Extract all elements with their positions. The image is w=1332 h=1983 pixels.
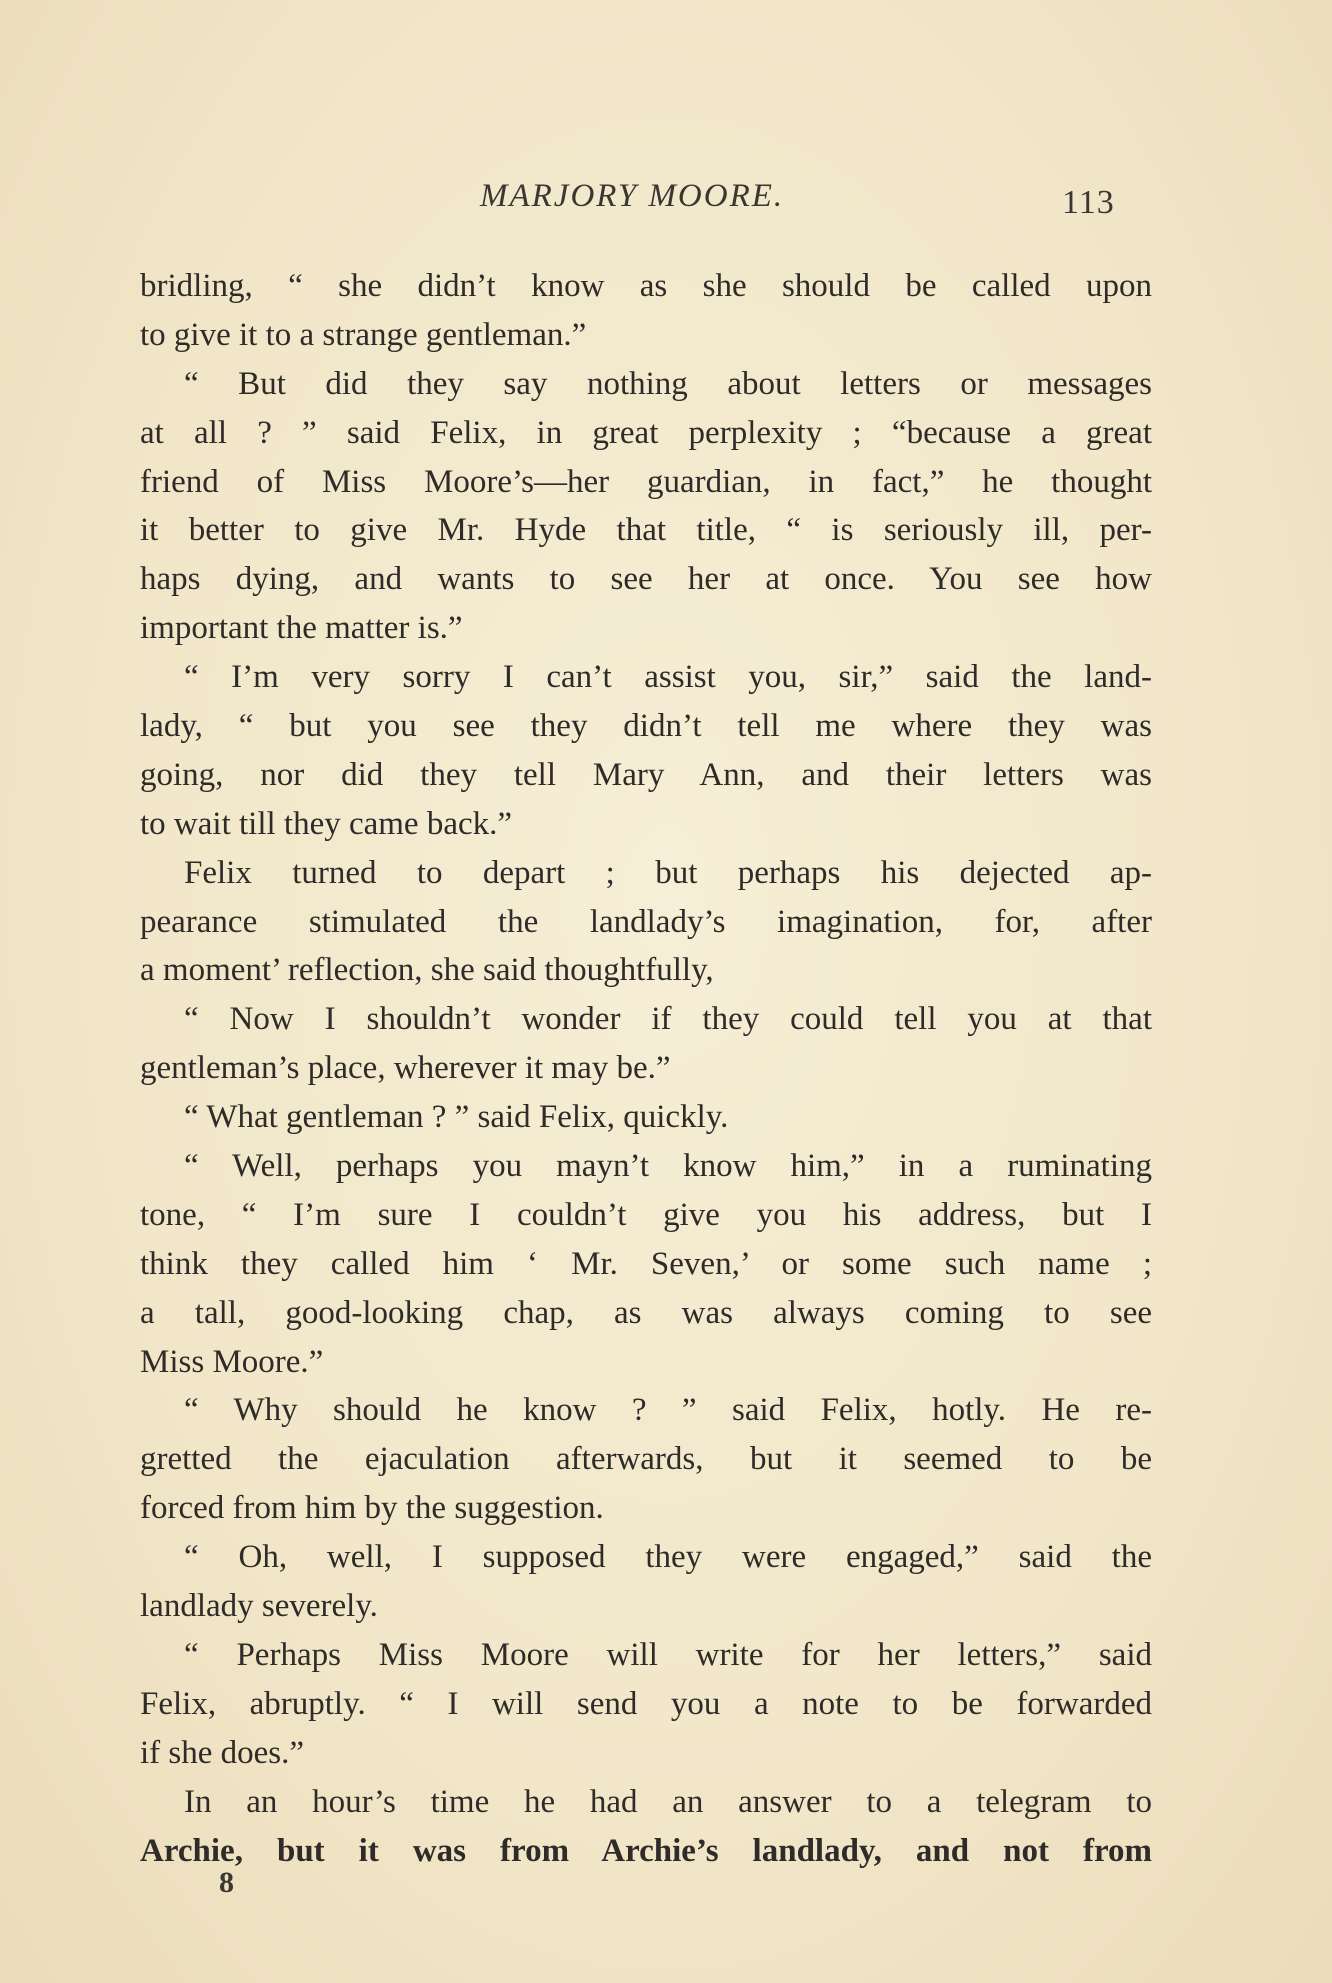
text-line: at all ? ” said Felix, in great perplexity ; “because a great — [140, 414, 1152, 451]
text-line: going, nor did they tell Mary Ann, and their letters was — [140, 756, 1152, 793]
body-text — [140, 262, 1152, 1875]
text-line: “ But did they say nothing about letters or messages — [184, 365, 1152, 402]
text-line: “ What gentleman ? ” said Felix, quickly. — [184, 1099, 729, 1136]
text-line: haps dying, and wants to see her at once. You see how — [140, 561, 1152, 598]
text-line: a tall, good-looking chap, as was always coming to see — [140, 1294, 1152, 1331]
text-line: if she does.” — [140, 1734, 305, 1771]
text-line: gentleman’s place, wherever it may be.” — [140, 1050, 671, 1087]
text-line: In an hour’s time he had an answer to a telegram to — [184, 1783, 1152, 1820]
text-line: “ Well, perhaps you mayn’t know him,” in a ruminating — [184, 1148, 1152, 1185]
text-line: gretted the ejaculation afterwards, but it seemed to be — [140, 1441, 1152, 1478]
text-line: think they called him ‘ Mr. Seven,’ or some such name ; — [140, 1245, 1152, 1282]
text-line: lady, “ but you see they didn’t tell me where they was — [140, 708, 1152, 745]
text-line: tone, “ I’m sure I couldn’t give you his address, but I — [140, 1196, 1152, 1233]
text-line: Archie, but it was from Archie’s landlady, and not from — [140, 1832, 1152, 1869]
text-line: a moment’ reflection, she said thoughtfully, — [140, 952, 714, 989]
text-line: to wait till they came back.” — [140, 805, 513, 842]
text-line: landlady severely. — [140, 1588, 378, 1625]
running-title: MARJORY MOORE. — [480, 178, 785, 214]
text-line: “ Why should he know ? ” said Felix, hotly. He re- — [184, 1392, 1152, 1429]
text-line: “ Oh, well, I supposed they were engaged,” said the — [184, 1539, 1152, 1576]
text-line: important the matter is.” — [140, 610, 463, 647]
text-line: it better to give Mr. Hyde that title, “ is seriously ill, per- — [140, 512, 1152, 549]
text-line: bridling, “ she didn’t know as she should be called upon — [140, 268, 1152, 304]
text-line: “ I’m very sorry I can’t assist you, sir,” said the land- — [184, 659, 1152, 696]
text-line: Miss Moore.” — [140, 1343, 324, 1380]
text-line: friend of Miss Moore’s—her guardian, in fact,” he thought — [140, 463, 1152, 500]
text-line: Felix turned to depart ; but perhaps his dejected ap- — [184, 854, 1152, 891]
text-line: Felix, abruptly. “ I will send you a note to be forwarded — [140, 1685, 1152, 1722]
text-line: “ Now I shouldn’t wonder if they could tell you at that — [184, 1001, 1152, 1038]
signature-mark: 8 — [219, 1866, 234, 1899]
text-line: to give it to a strange gentleman.” — [140, 316, 587, 353]
text-line: pearance stimulated the landlady’s imagination, for, after — [140, 903, 1152, 940]
text-line: “ Perhaps Miss Moore will write for her letters,” said — [184, 1636, 1152, 1673]
page-number: 113 — [1062, 184, 1115, 221]
text-line: forced from him by the suggestion. — [140, 1490, 604, 1527]
